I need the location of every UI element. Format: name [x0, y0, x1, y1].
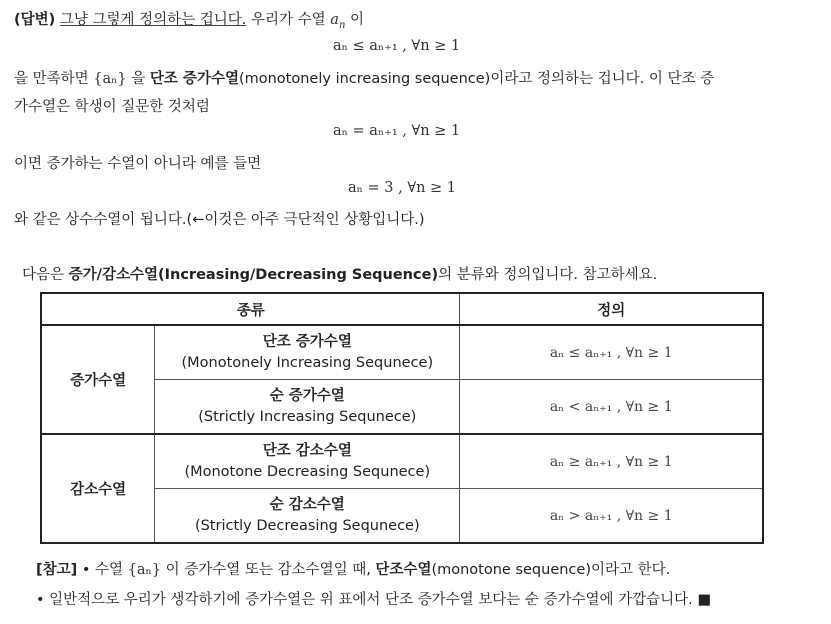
- row-definition: aₙ > aₙ₊₁ , ∀n ≥ 1: [460, 489, 763, 544]
- note-bullet1-mid: 이 증가수열 또는 감소수열일 때,: [165, 562, 371, 578]
- note-bullet1-pre: • 수열: [81, 562, 124, 578]
- row-definition: aₙ ≤ aₙ₊₁ , ∀n ≥ 1: [460, 325, 763, 380]
- row-name: [155, 325, 460, 380]
- definition-line: [14, 67, 714, 88]
- answer-text: 그냥 그렇게 정의하는 겁니다.: [59, 12, 247, 28]
- table-header-row: [41, 293, 763, 325]
- name-en: (Monotone Decreasing Sequnece): [184, 463, 431, 480]
- row-definition: aₙ ≥ aₙ₊₁ , ∀n ≥ 1: [460, 434, 763, 489]
- header-type: 종류: [41, 293, 460, 325]
- name-ko: 단조 증가수열: [262, 333, 352, 350]
- name-en: (Strictly Increasing Sequnece): [198, 408, 417, 425]
- formula-constant: aₙ = 3 , ∀n ≥ 1: [348, 180, 457, 196]
- note-label: [참고]: [36, 562, 78, 578]
- answer-line: [14, 8, 364, 31]
- line4: 이면 증가하는 수열이 아니라 예를 들면: [14, 156, 262, 172]
- name-ko: 단조 감소수열: [262, 442, 352, 459]
- formula-equal: aₙ = aₙ₊₁ , ∀n ≥ 1: [333, 123, 461, 139]
- definition-pre: 을 만족하면: [14, 71, 89, 87]
- table-row: [41, 434, 763, 489]
- formula-monotone-increasing: aₙ ≤ aₙ₊₁ , ∀n ≥ 1: [333, 38, 461, 54]
- note-line-2: • 일반적으로 우리가 생각하기에 증가수열은 위 표에서 단조 증가수열 보다는 순 증가수열에 가깝습니다. ■: [36, 592, 712, 608]
- name-en: (Monotonely Increasing Sequnece): [181, 354, 434, 371]
- intro-term: 증가/감소수열(Increasing/Decreasing Sequence): [68, 267, 439, 283]
- sequence-symbol: $a_n$: [330, 12, 346, 31]
- answer-text-rest: 우리가 수열: [251, 12, 326, 28]
- intro-pre: 다음은: [22, 267, 65, 283]
- category-decreasing: 감소수열: [41, 434, 155, 543]
- note-bullet1-post: (monotone sequence)이라고 한다.: [431, 562, 671, 578]
- particle: 이: [345, 12, 365, 28]
- row-definition: aₙ < aₙ₊₁ , ∀n ≥ 1: [460, 380, 763, 435]
- line5: 와 같은 상수수열이 됩니다.(←이것은 아주 극단적인 상황입니다.): [14, 212, 425, 228]
- sequence-braces: {aₙ}: [93, 71, 127, 87]
- definition-post: (monotonely increasing sequence)이라고 정의하는 겁니다. 이 단조 증: [238, 71, 715, 87]
- term-monotone-increasing: 단조 증가수열: [149, 71, 239, 87]
- line3: 가수열은 학생이 질문한 것처럼: [14, 99, 210, 115]
- row-name: [155, 380, 460, 435]
- name-ko: 순 감소수열: [269, 496, 345, 513]
- name-en: (Strictly Decreasing Sequnece): [194, 517, 420, 534]
- header-definition: 정의: [460, 293, 763, 325]
- intro-post: 의 분류와 정의입니다. 참고하세요.: [438, 267, 658, 283]
- table-intro: [22, 263, 657, 284]
- row-name: [155, 489, 460, 544]
- name-ko: 순 증가수열: [269, 387, 345, 404]
- category-increasing: 증가수열: [41, 325, 155, 434]
- definition-mid: 을: [131, 71, 146, 87]
- note-line-1: [36, 558, 670, 579]
- row-name: [155, 434, 460, 489]
- classification-table: [40, 292, 764, 544]
- note-sequence: {aₙ}: [127, 562, 162, 578]
- note-term: 단조수열: [375, 562, 432, 578]
- table-row: [41, 325, 763, 380]
- answer-label: (답변): [14, 12, 56, 28]
